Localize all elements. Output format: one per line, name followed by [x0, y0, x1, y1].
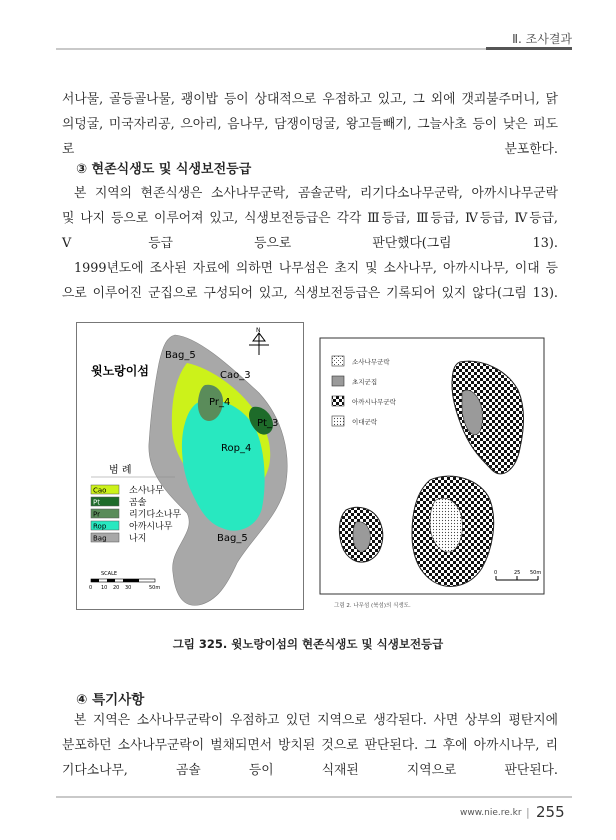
zone-label-pr: Pr_4 — [209, 397, 231, 408]
legend-label: 리기다소나무 — [129, 510, 182, 520]
section-heading-4: ④ 특기사항 — [76, 692, 145, 708]
legend-label: 소사나무 — [129, 486, 164, 496]
footer-url[interactable]: www.nie.re.kr — [460, 808, 522, 818]
paragraph-1 — [62, 87, 558, 162]
zone-label-cao: Cao_3 — [220, 370, 251, 381]
header-accent — [486, 47, 572, 50]
text-line: 로 분포한다. — [62, 142, 558, 157]
map-left-svg — [77, 323, 303, 609]
map-title: 윗노랑이섬 — [91, 364, 149, 378]
footer-separator: | — [526, 806, 530, 819]
header-rule — [56, 48, 560, 50]
vegetation-map-1999 — [312, 330, 552, 610]
legend-code: Bag — [93, 534, 107, 543]
legend-1999-4: 이대군락 — [352, 418, 378, 426]
text-line: 으로 이루어진 군집으로 구성되어 있고, 식생보전등급은 기록되어 있지 않다(그림 13). — [62, 286, 558, 301]
text-line: 본 지역은 소사나무군락이 우점하고 있던 지역으로 생각된다. 사면 상부의 평탄지에 — [74, 713, 558, 728]
svg-text:N: N — [256, 327, 261, 334]
text-line: 서나물, 골등골나물, 괭이밥 등이 상대적으로 우점하고 있고, 그 외에 갯괴불주머니, 닭 — [62, 92, 558, 107]
zone-label-rop: Rop_4 — [221, 443, 252, 454]
text-line: 기다소나무, 곰솔 등이 식재된 지역으로 판단된다. — [62, 763, 558, 778]
figure-caption: 그림 325. 윗노랑이섬의 현존식생도 및 식생보전등급 — [172, 637, 444, 651]
paragraph-4 — [62, 708, 558, 783]
svg-text:0: 0 — [89, 585, 93, 591]
legend-code: Cao — [93, 486, 107, 495]
text-line: 1999년도에 조사된 자료에 의하면 나무섬은 초지 및 소사나무, 아까시나무, 이대 등 — [74, 261, 558, 276]
legend — [91, 484, 181, 544]
section-heading-3: ③ 현존식생도 및 식생보전등급 — [76, 162, 252, 177]
scale-bar — [89, 571, 160, 591]
paragraph-2 — [62, 181, 558, 256]
svg-text:SCALE: SCALE — [101, 571, 118, 577]
footer-rule — [56, 796, 572, 798]
map-right-svg — [312, 330, 552, 610]
section-title: Ⅱ. 조사결과 — [512, 32, 572, 46]
page-number: 255 — [536, 803, 565, 821]
svg-text:10: 10 — [101, 585, 108, 591]
text-line: 의덩굴, 미국자리공, 으아리, 음나무, 담쟁이덩굴, 왕고들빼기, 그늘사초 등이 낮은 피도 — [62, 117, 558, 132]
zone-label-bag-bottom: Bag_5 — [217, 533, 248, 544]
legend-title: 범 례 — [109, 465, 132, 476]
text-line: 및 나지 등으로 이루어져 있고, 식생보전등급은 각각 Ⅲ등급, Ⅲ등급, Ⅳ등급, Ⅳ등급, — [62, 211, 558, 226]
scale-1999-25: 25 — [514, 570, 521, 576]
scale-1999-50: 50m — [530, 570, 542, 576]
legend-label: 아까시나무 — [129, 522, 173, 532]
legend-label: 나지 — [129, 534, 147, 544]
legend-1999-1: 소사나무군락 — [352, 358, 390, 366]
north-arrow — [249, 327, 269, 355]
map-1999-caption: 그림 2. 나무섬 (북섬)의 식생도. — [334, 603, 411, 609]
text-line: Ⅴ등급 등으로 판단했다(그림 13). — [62, 236, 558, 251]
zone-label-bag-top: Bag_5 — [165, 350, 196, 361]
svg-text:50m: 50m — [149, 585, 161, 591]
svg-text:20: 20 — [113, 585, 120, 591]
vegetation-map-current — [76, 322, 304, 610]
legend-1999-2: 초지군집 — [352, 378, 378, 386]
svg-text:30: 30 — [125, 585, 132, 591]
legend-1999-3: 아까시나무군락 — [352, 398, 396, 406]
scale-1999-0: 0 — [494, 570, 498, 576]
legend-code: Rop — [93, 522, 107, 531]
legend-code: Pr — [93, 510, 100, 519]
zone-label-pt: Pt_3 — [257, 418, 279, 429]
text-line: 분포하던 소사나무군락이 벌채되면서 방치된 것으로 판단된다. 그 후에 아까시나무, 리 — [62, 738, 558, 753]
text-line: 본 지역의 현존식생은 소사나무군락, 곰솔군락, 리기다소나무군락, 아까시나무군락 — [74, 186, 558, 201]
legend-code: Pt — [93, 498, 100, 507]
legend-label: 곰솔 — [129, 498, 147, 508]
paragraph-3 — [62, 256, 558, 306]
page-header — [0, 0, 616, 50]
